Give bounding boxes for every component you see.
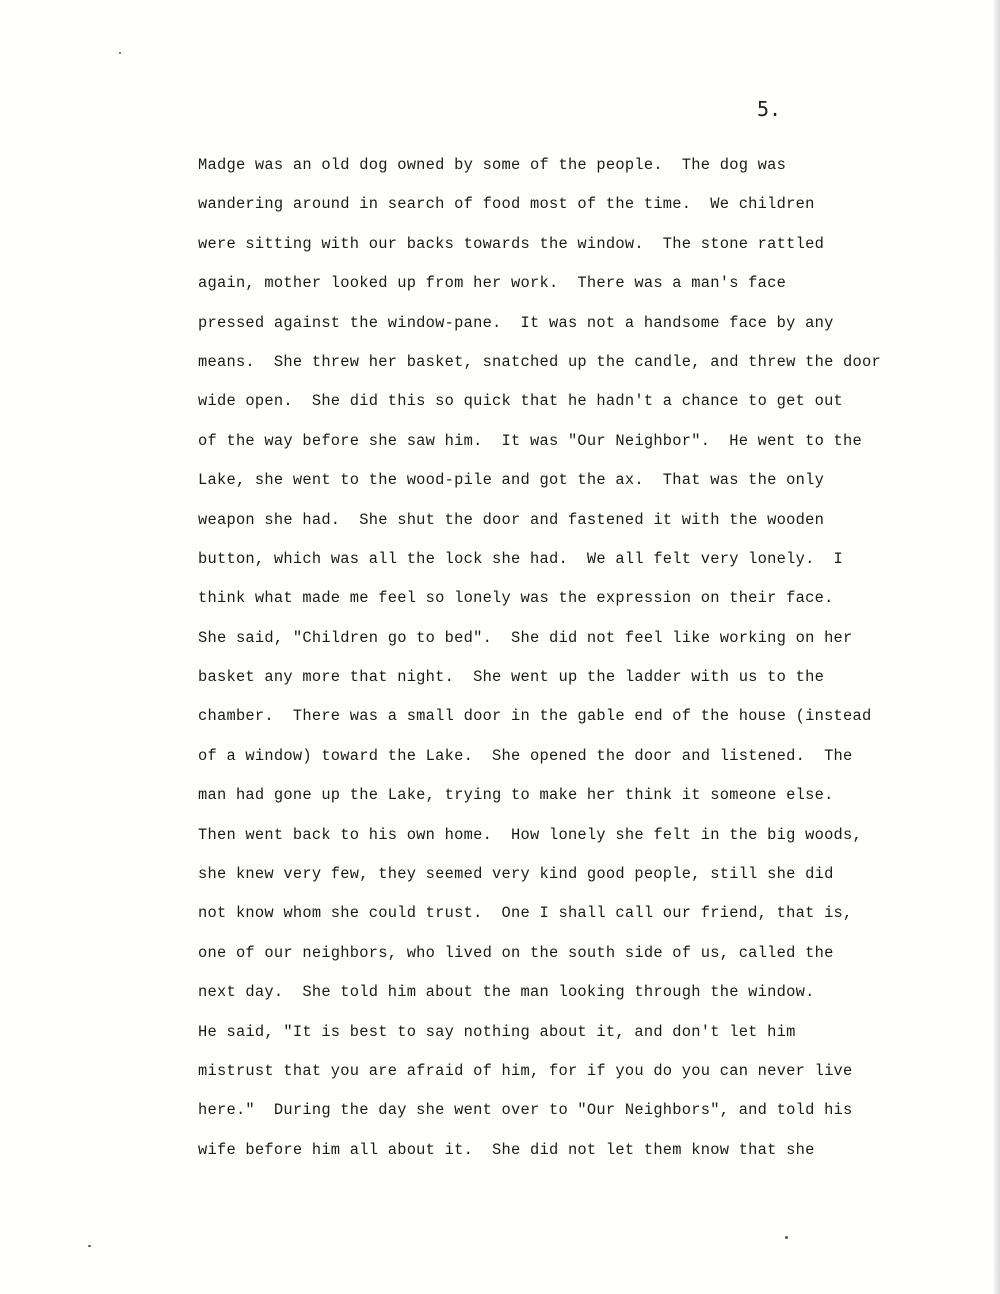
text-line: She said, "Children go to bed". She did not feel like working on her xyxy=(198,628,853,647)
text-line: man had gone up the Lake, trying to make her think it someone else. xyxy=(198,786,834,805)
page-number: 5. xyxy=(757,97,782,121)
text-line: here." During the day she went over to "Our Neighbors", and told his xyxy=(198,1101,853,1120)
text-line: of the way before she saw him. It was "Our Neighbor". He went to the xyxy=(198,431,863,450)
typewritten-body xyxy=(198,146,938,1170)
text-line: think what made me feel so lonely was the expression on their face. xyxy=(198,589,834,608)
text-line: Lake, she went to the wood-pile and got the ax. That was the only xyxy=(198,471,825,490)
text-line: button, which was all the lock she had. We all felt very lonely. I xyxy=(198,549,844,568)
text-line: He said, "It is best to say nothing about it, and don't let him xyxy=(198,1022,796,1041)
text-line: of a window) toward the Lake. She opened the door and listened. The xyxy=(198,746,853,765)
text-line: basket any more that night. She went up the ladder with us to the xyxy=(198,668,825,687)
scan-speck xyxy=(88,1245,91,1247)
text-line: she knew very few, they seemed very kind good people, still she did xyxy=(198,865,834,884)
text-line: Madge was an old dog owned by some of the people. The dog was xyxy=(198,156,787,174)
text-line: again, mother looked up from her work. There was a man's face xyxy=(198,274,787,293)
text-line: mistrust that you are afraid of him, for if you do you can never live xyxy=(198,1061,853,1080)
scan-speck xyxy=(785,1236,788,1239)
scan-speck xyxy=(119,52,121,54)
text-line: chamber. There was a small door in the gable end of the house (instead xyxy=(198,707,872,726)
text-line: weapon she had. She shut the door and fastened it with the wooden xyxy=(198,510,825,529)
text-line: next day. She told him about the man looking through the window. xyxy=(198,983,815,1002)
text-line: not know whom she could trust. One I shall call our friend, that is, xyxy=(198,904,853,923)
text-line: one of our neighbors, who lived on the south side of us, called the xyxy=(198,943,834,962)
text-line: pressed against the window-pane. It was not a handsome face by any xyxy=(198,313,834,332)
text-line: wide open. She did this so quick that he hadn't a chance to get out xyxy=(198,392,844,411)
text-line: were sitting with our backs towards the window. The stone rattled xyxy=(198,234,825,253)
page-edge-shadow xyxy=(994,0,1000,1294)
text-line: wandering around in search of food most of the time. We children xyxy=(198,195,815,214)
text-line: wife before him all about it. She did not let them know that she xyxy=(198,1140,815,1159)
text-line: Then went back to his own home. How lonely she felt in the big woods, xyxy=(198,825,863,844)
text-line: means. She threw her basket, snatched up the candle, and threw the door xyxy=(198,352,881,371)
